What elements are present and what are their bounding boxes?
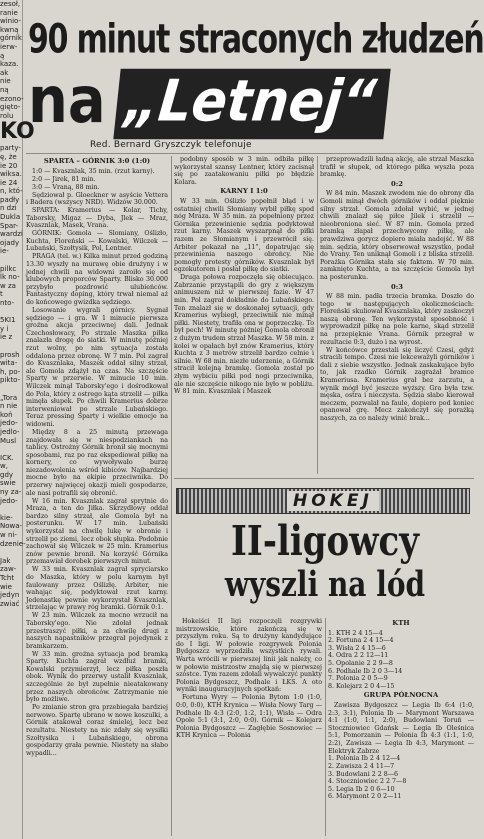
paragraph: Między 8 a 25 minutą przewaga znajdowała się w niespodziankach na tablicy. Ostrożny Górnik bronił się mocnymi sposobami, raz po raz ekspediował piłkę na kornery, co wywoływało burzę niezadowolenia wśród kibiców. Najbardziej mocne było na ekipie przeciwnika. Do przerwy najwięcej okazji mieli gospodarze, ale nasi potrafili się obronić. — [26, 428, 168, 497]
left-fragment: ny za- — [0, 488, 22, 497]
left-fragment: ę, że — [0, 152, 17, 161]
paragraph: W 16 min. Kvasznlak zagrał sprytnie do Mraza, a ten do Jiłka. Skrzydłowy oddał bardzo silny strzał, ale Gomola był na posterunku. W 17 min. Lubański wykorzystał na chwilę lukę w obronie i strzelił po ziemi, lecz obok słupka. Podobnie zachował się Wilczek w 25 min. Kramerius znów pewnie bronił. Na korzyść Górnika przemawiał dorobek pierwszych minut. — [26, 497, 168, 566]
paragraph: W 88 min. padła trzecia bramka. Doszło do tego w następujących okolicznościach: Floreński skuliował Kvasznlaka, który zaskoczył naszą obronę. Ten wykorzystał sposobność i wyprowadził piłkę na pole karne, skąd strzelił na przepięknie Vrana. Górnik przegrał w rezultacie 0:3, dużo i na wyrost. — [320, 293, 474, 346]
group-south-header: KTH — [392, 619, 410, 627]
left-fragment: jedo- — [0, 496, 18, 505]
left-fragment: ojady — [0, 238, 20, 247]
left-fragment — [0, 342, 22, 351]
left-fragments-bottom — [0, 144, 26, 608]
left-fragment: kwną — [0, 25, 19, 34]
left-fragment: w, — [0, 462, 8, 471]
standings-row: 5. Legia Ib 2 0 6—10 — [328, 785, 395, 793]
left-fragment: party- — [0, 144, 21, 153]
left-fragment: padły — [0, 195, 20, 204]
left-fragment: ranie — [0, 8, 18, 17]
standings-south — [328, 630, 474, 691]
standings-row: 6. Podhale Ib 2 0 3—14 — [328, 667, 403, 675]
paragraph: PRAGA (tel. w.) Kilka minut przed godziną 13.30 wyszły na murawę obie drużyny i w jednej chwili na widowni zaroiło się od klubowych proporców Sparty. Blisko 30.000 przybyło pozdrowić ulubieńców. Fantastyczny doping, który trwał niemal aż do końcowego gwizdka sędziego. — [26, 253, 168, 307]
section-subhead: 0:3 — [391, 282, 403, 291]
divider — [26, 153, 474, 154]
left-fragment: ICK. — [0, 453, 14, 462]
section-subhead: KARNY I 1:0 — [220, 187, 268, 196]
left-fragment: wiksa. — [0, 170, 22, 179]
paragraph: GÓRNIK: Gomola — Slomiany, Oślizło, Kuchta, Floreński — Kowalski, Wilczek — Lubański, Szołtysik, Pol, Lentner. — [26, 230, 168, 253]
paragraph: W 23 min. Wilczek za mocno wrzucił na Taborsky'ego. Nie zdołał jednak przestraszyć piłki, a za chwilę drugi z naszych napastników przegrał pojedynek z bramkarzem. — [26, 612, 168, 650]
left-fragment: jedo- — [0, 419, 18, 428]
standings-row: 4. Stoczniowiec 2 2 7—8 — [328, 778, 407, 786]
left-fragment: ną — [0, 85, 9, 94]
paragraph: W końcówce przestali się liczyć Czesi, gdyż stracili tempo. Czesi nie lekceważyli górników i dali z siebie wszystko. Jednak zaskakujące było to, jak rzadko Górnik zagrażał bramce Krameriusa. Kramerius grał bez zarzutu, a wynik mógł być jeszcze wyższy. Gra była tzw. męska, ostra i nieczysta. Sędzia słabo kierował meczem, pozwalał na faule, dopiero pod koniec opanował grę. Mecz zakończył się porażką naszych, za co należy winić brak... — [320, 346, 474, 422]
standings-row: 3. Budowlani 2 2 8—6 — [328, 770, 399, 778]
left-fragment: lk no- — [0, 273, 20, 282]
left-fragment: ie 24 — [0, 178, 18, 187]
standings-row: 1. KTH 2 4 15—4 — [328, 629, 383, 637]
paragraph: W 33 min. Oślizło popełnił błąd i w ostatniej chwili Słomiany wybił piłkę spod nóg Mraza. W 35 min. za popełniony przez Górnika przewinienie sędzia podyktował rzut karny. Maszek wyszarpnął do piłki razem ze Słomianym i przewrócił się. Arbiter pokazał na „11”, dopatrując się przewinienia naszego obrońcy. Nie pomogły protesty górników. Kvasznlak był egzekutorem i posłał piłkę do siatki. — [174, 197, 314, 274]
paragraph: W 33 min. Kvasznlak zagrał spryciarsko do Maszka, który w polu karnym był faulowany przez Oślizłę. Arbiter, nie wahając się, podyktował rzut karny. Jedenastkę pewnie wykorzystał Kvasznlak, strzelając w prawy róg bramki. Górnik 0:1. — [26, 566, 168, 612]
divider — [174, 478, 474, 479]
left-fragment: Spar- — [0, 221, 19, 230]
left-fragment: ą — [0, 51, 5, 60]
hockey-results-column — [328, 618, 474, 836]
left-fragment: dzenie- — [0, 539, 26, 548]
paragraph: 2:0 — Jirek, 81 min. — [32, 175, 96, 183]
left-fragment: jedlo- — [0, 427, 20, 436]
left-fragment: gięto- — [0, 103, 21, 112]
left-fragment: wie — [0, 582, 12, 591]
hockey-headline-1: II-ligowcy — [231, 517, 419, 566]
standings-row: 2. Zawisza 2 4 11—7 — [328, 763, 395, 771]
article-column-1 — [26, 156, 168, 836]
left-fragment: nie — [0, 77, 11, 86]
standings-row: 4. Odra 2 2 12—11 — [328, 652, 389, 660]
left-fragment: y i — [0, 324, 9, 333]
left-fragment: ierw- — [0, 42, 18, 51]
left-fragment: zwiać — [0, 599, 20, 608]
headline-line-2 — [28, 63, 476, 138]
paragraph: W 84 min. Maszek zwodem nie do obrony dla Gomoli minął dwóch górników i oddał pięknie silny strzał. Gomola zdołał wybić, w jednej chwili znalazł się piłce Jilek i strzelił — nieobroniona sieć. W 87 min. Gomola przed bramką złapał przechwycony piłkę, ale prawdziwa gorycz dopiero miała nadejść. W 88 min. sędzia, który obserwował wszystko, podał do Vrany. Ten uniknął Gomoli i z bliska strzelił. Porażka Górnika stała się faktem. W 70 min. zamknięto Kuchta, a na szczęście Gomola był na posterunku. — [320, 190, 474, 281]
paragraph: Hokeiści II ligi rozpoczęli rozgrywki mistrzowskie, które zakończą się w przyszłym roku. Są to drużyny kandydujące do I ligi. W połowie rozgrywek Polonia Bydgoszcz wyprzedziła wszystkich rywali. Warta wrócili w pierwszej linii jak należy, co w połowie mistrzostw znajdą się w pierwszej szóstce. Tym razem zdołali wywalczyć punkty Polonia Bydgoszcz, Podhale i ŁKS. A oto wyniki inauguracyjnych spotkań: — [176, 618, 322, 694]
left-fragment — [0, 385, 22, 394]
left-fragment — [0, 505, 22, 514]
left-fragment — [0, 308, 22, 317]
hockey-headline-2: wyszli na lód — [224, 563, 426, 605]
left-fragment: wita- — [0, 359, 18, 368]
paragraph: podobny sposób w 3 min. odbiła piłkę wykorzystał szansy Lentner, który zacisnął się po zaatakowaniu piłki po błędzie Kolara. — [174, 156, 314, 186]
left-fragment: w za — [0, 281, 16, 290]
column-divider — [325, 618, 326, 836]
headline-line-1: 90 minut straconych złudzeń — [28, 16, 484, 64]
left-fragment — [0, 445, 22, 454]
left-fragment: swie — [0, 479, 16, 488]
standings-row: 2. Fortuna 2 4 15—4 — [328, 637, 394, 645]
standings-row: 7. Polonia 2 0 5—9 — [328, 675, 388, 683]
standings-row: 3. Wisła 2 4 15—6 — [328, 644, 386, 652]
left-fragment — [0, 256, 22, 265]
headline-prefix: na — [28, 63, 106, 138]
standings-north — [328, 755, 474, 801]
left-fragment: winio- — [0, 17, 21, 26]
byline: Red. Bernard Gryszczyk telefonuje — [90, 140, 252, 150]
left-fragment: Nowa- — [0, 522, 23, 531]
left-fragment: 5KI1 — [0, 316, 16, 325]
left-fragment: zaw- — [0, 565, 17, 574]
left-fragment: Jak — [0, 556, 11, 565]
paragraph: 3:0 — Vraną, 88 min. — [32, 183, 100, 191]
standings-row: 8. Kolejarz 2 0 4—15 — [328, 682, 395, 690]
paragraph: W 33 min. groźna sytuacja pod bramką Sparty. Kuchta zagrał wzdłuż bramki, Kowalski przymierzył, lecz piłka poszła obok. Wynik do przerwy ustalił Kvasznlak, szczególnie że był zupełnie nieatakowany przez naszych obrońców. Zatrzymanie nie było możliwe. — [26, 650, 168, 704]
left-fragment: gdy — [0, 470, 14, 479]
paragraph: Sędziował p. Gloeckner w asyście Vettera i Badera (wszyscy NRD). Widzów 30.000. — [26, 191, 168, 207]
left-fragment: Dukla — [0, 213, 21, 222]
column-divider — [317, 156, 318, 474]
left-fragment: ak — [0, 68, 9, 77]
standings-row: 5. Opolanie 2 2 9—8 — [328, 659, 393, 667]
left-fragment: h, po- — [0, 367, 21, 376]
left-fragment: w ni- — [0, 531, 17, 540]
left-fragment: Musl — [0, 436, 17, 445]
left-fragment: pilkc — [0, 264, 17, 273]
left-fragment: ie- — [0, 247, 9, 256]
left-fragment: „Tora — [0, 393, 18, 402]
hockey-article — [176, 618, 322, 836]
left-fragment: prosh — [0, 350, 20, 359]
left-fragment: n nie — [0, 402, 18, 411]
hockey-banner — [176, 488, 470, 514]
left-fragment: kaza. — [0, 60, 19, 69]
left-fragment: koń — [0, 410, 13, 419]
left-fragment: kie- — [0, 513, 13, 522]
left-fragment — [0, 548, 22, 557]
paragraph: Po zmianie stron gra przebiegała bardziej nerwowo. Spartę ubrano w nowe koszulki, a Górnik atakował coraz śmielej, lecz bez rezultatu. Niestety na nic zdały się wysiłki Szołtysika i Lubańskiego, obrona gospodarzy grała pewnie. Niestety na słabo wypadli... — [26, 704, 168, 757]
left-cutoff-column — [0, 0, 35, 839]
standings-row: 1. Polonia Ib 2 4 12—4 — [328, 755, 401, 763]
article-column-3 — [320, 156, 474, 472]
left-fragment: Tcht — [0, 574, 15, 582]
column-divider — [171, 156, 172, 836]
paragraph: przeprowadzili ładną akcję, ale strzał Maszka trafił w słupek, od którego piłka wyszła poza bramkę. — [320, 156, 474, 179]
left-fragment: pikto- — [0, 376, 21, 385]
paragraph: 1:0 — Kvasznlak, 35 min. (rzut karny). — [32, 167, 155, 175]
hockey-banner-label: HOKEJ — [287, 491, 379, 511]
left-fragment: jedyn — [0, 591, 20, 600]
left-fragment: rolu — [0, 111, 14, 120]
headline-highlight-word: „Letnej“ — [114, 69, 392, 139]
left-fragment: ezono- — [0, 94, 24, 103]
left-big-fragment: KO — [0, 119, 35, 145]
left-fragment: t — [0, 290, 3, 299]
group-north-title: GRUPA PÓŁNOCNA — [363, 691, 439, 700]
standings-row: 6. Marymont 2 0 2—11 — [328, 793, 402, 801]
left-fragment: ie z — [0, 333, 13, 342]
left-fragment: n, któ- — [0, 187, 23, 196]
left-fragment: ie 20 — [0, 161, 18, 170]
article-column-2 — [174, 156, 314, 472]
left-fragment: n dzi — [0, 204, 17, 213]
paragraph: Fortuna Wyry — Polonia Bytom 1:0 (1:0, 0:0, 0:0), KTH Krynica — Wisła Nowy Targ — Podhale Ib 4:3 (2:0, 1:2, 1:1), Wisła — Odra Opole 5:1 (3:1, 2:0, 0:0). Górnik — Kolejarz Polonia Bydgoszcz — Zagłębie Sosnowiec — KTH Krynica — Polonia — [176, 694, 322, 740]
left-fragment: górnik — [0, 34, 22, 43]
left-fragments-top — [0, 0, 22, 120]
section-subhead: SPARTA – GÓRNIK 3:0 (1:0) — [43, 157, 151, 165]
left-fragment: wardzi — [0, 230, 23, 239]
section-subhead: 0:2 — [391, 179, 403, 188]
left-fragment: zesoł, — [0, 0, 21, 8]
paragraph: SPARTA: Kramerius — Kolar, Tichy, Taborsky, Migaz — Dyba, Jlek — Mraz, Kvasznlak, Masek, Vrana. — [26, 207, 168, 230]
paragraph: Druga połowa rozpoczęła się obiecująco. Zabrzanie przystąpili do gry z większym animuszem niż w pierwszej fazie. W 47 min. Pol zagrał dokładnie do Lubańskiego. Ten znalazł się w doskonałej sytuacji, gdy Kramerius wybiegł, przeciwnik nie minął piłki. Niestety, trafiła ona w poprzeczkę. To był pech! W minutę później Gomola obronił z dużym trudem strzał Maszka. W 58 min. z kolei w opałach był znów Kramerius, który Kuchta z 3 metrów strzelił bardzo celnie i silnie. W 68 min. niezłe uderzenie, a Górnik stracił kolejną bramkę. Gomola został po złym wybiciu piłki pod nogi przeciwnika, ale nie szczęście nikogo nie było w pobliżu. W 81 min. Kvasznlak i Maszek — [174, 274, 314, 396]
paragraph: Losowanie wygrali górnicy. Sygnał sędziego — i gra. W 1 minucie pierwsza groźna akcja przeciwnej dali. Jednak Czechosłowacy, Po strzale Maszka piłka znalazła drogę do siatki. W minutę później rzut wolny, po nim sytuacja została oddalona przez obronę. W 7 min. Pol zagrał do Kvasznlaka, Maszek oddał silny strzał, ale Gomola zdążył na czas. Na szczęście Sparty w przerwie. W minucie 10 min. Wilczek minął Taborsky'ego i dośrodkował do Polа, który z ostrego kąta strzelił — piłka minęła słupek. Po chwili Kramerius dobrze interweniował po strzale Lubańskiego. Teraz pressing Sparty i wielkie emocje na widowni. — [26, 307, 168, 428]
group-north-results: Zawisza Bydgoszcz — Legia Ib 6:4 (1:0, 2:3, 3:1), Polonia Ib — Marymont Warszawa 4:1 (1:0, 1:1, 2:0), Budowlani Toruń — Stoczniowiec Gdańsk — Legia Ib Oleśnica 5:1, Pomorzanin — Polonia Ib 4:3 (1:1, 1:0, 2:2), Zawisza — Legia Ib 4:3, Marymont — Elektryk Zabrze — [328, 701, 474, 755]
left-fragment: nto- — [0, 299, 15, 307]
